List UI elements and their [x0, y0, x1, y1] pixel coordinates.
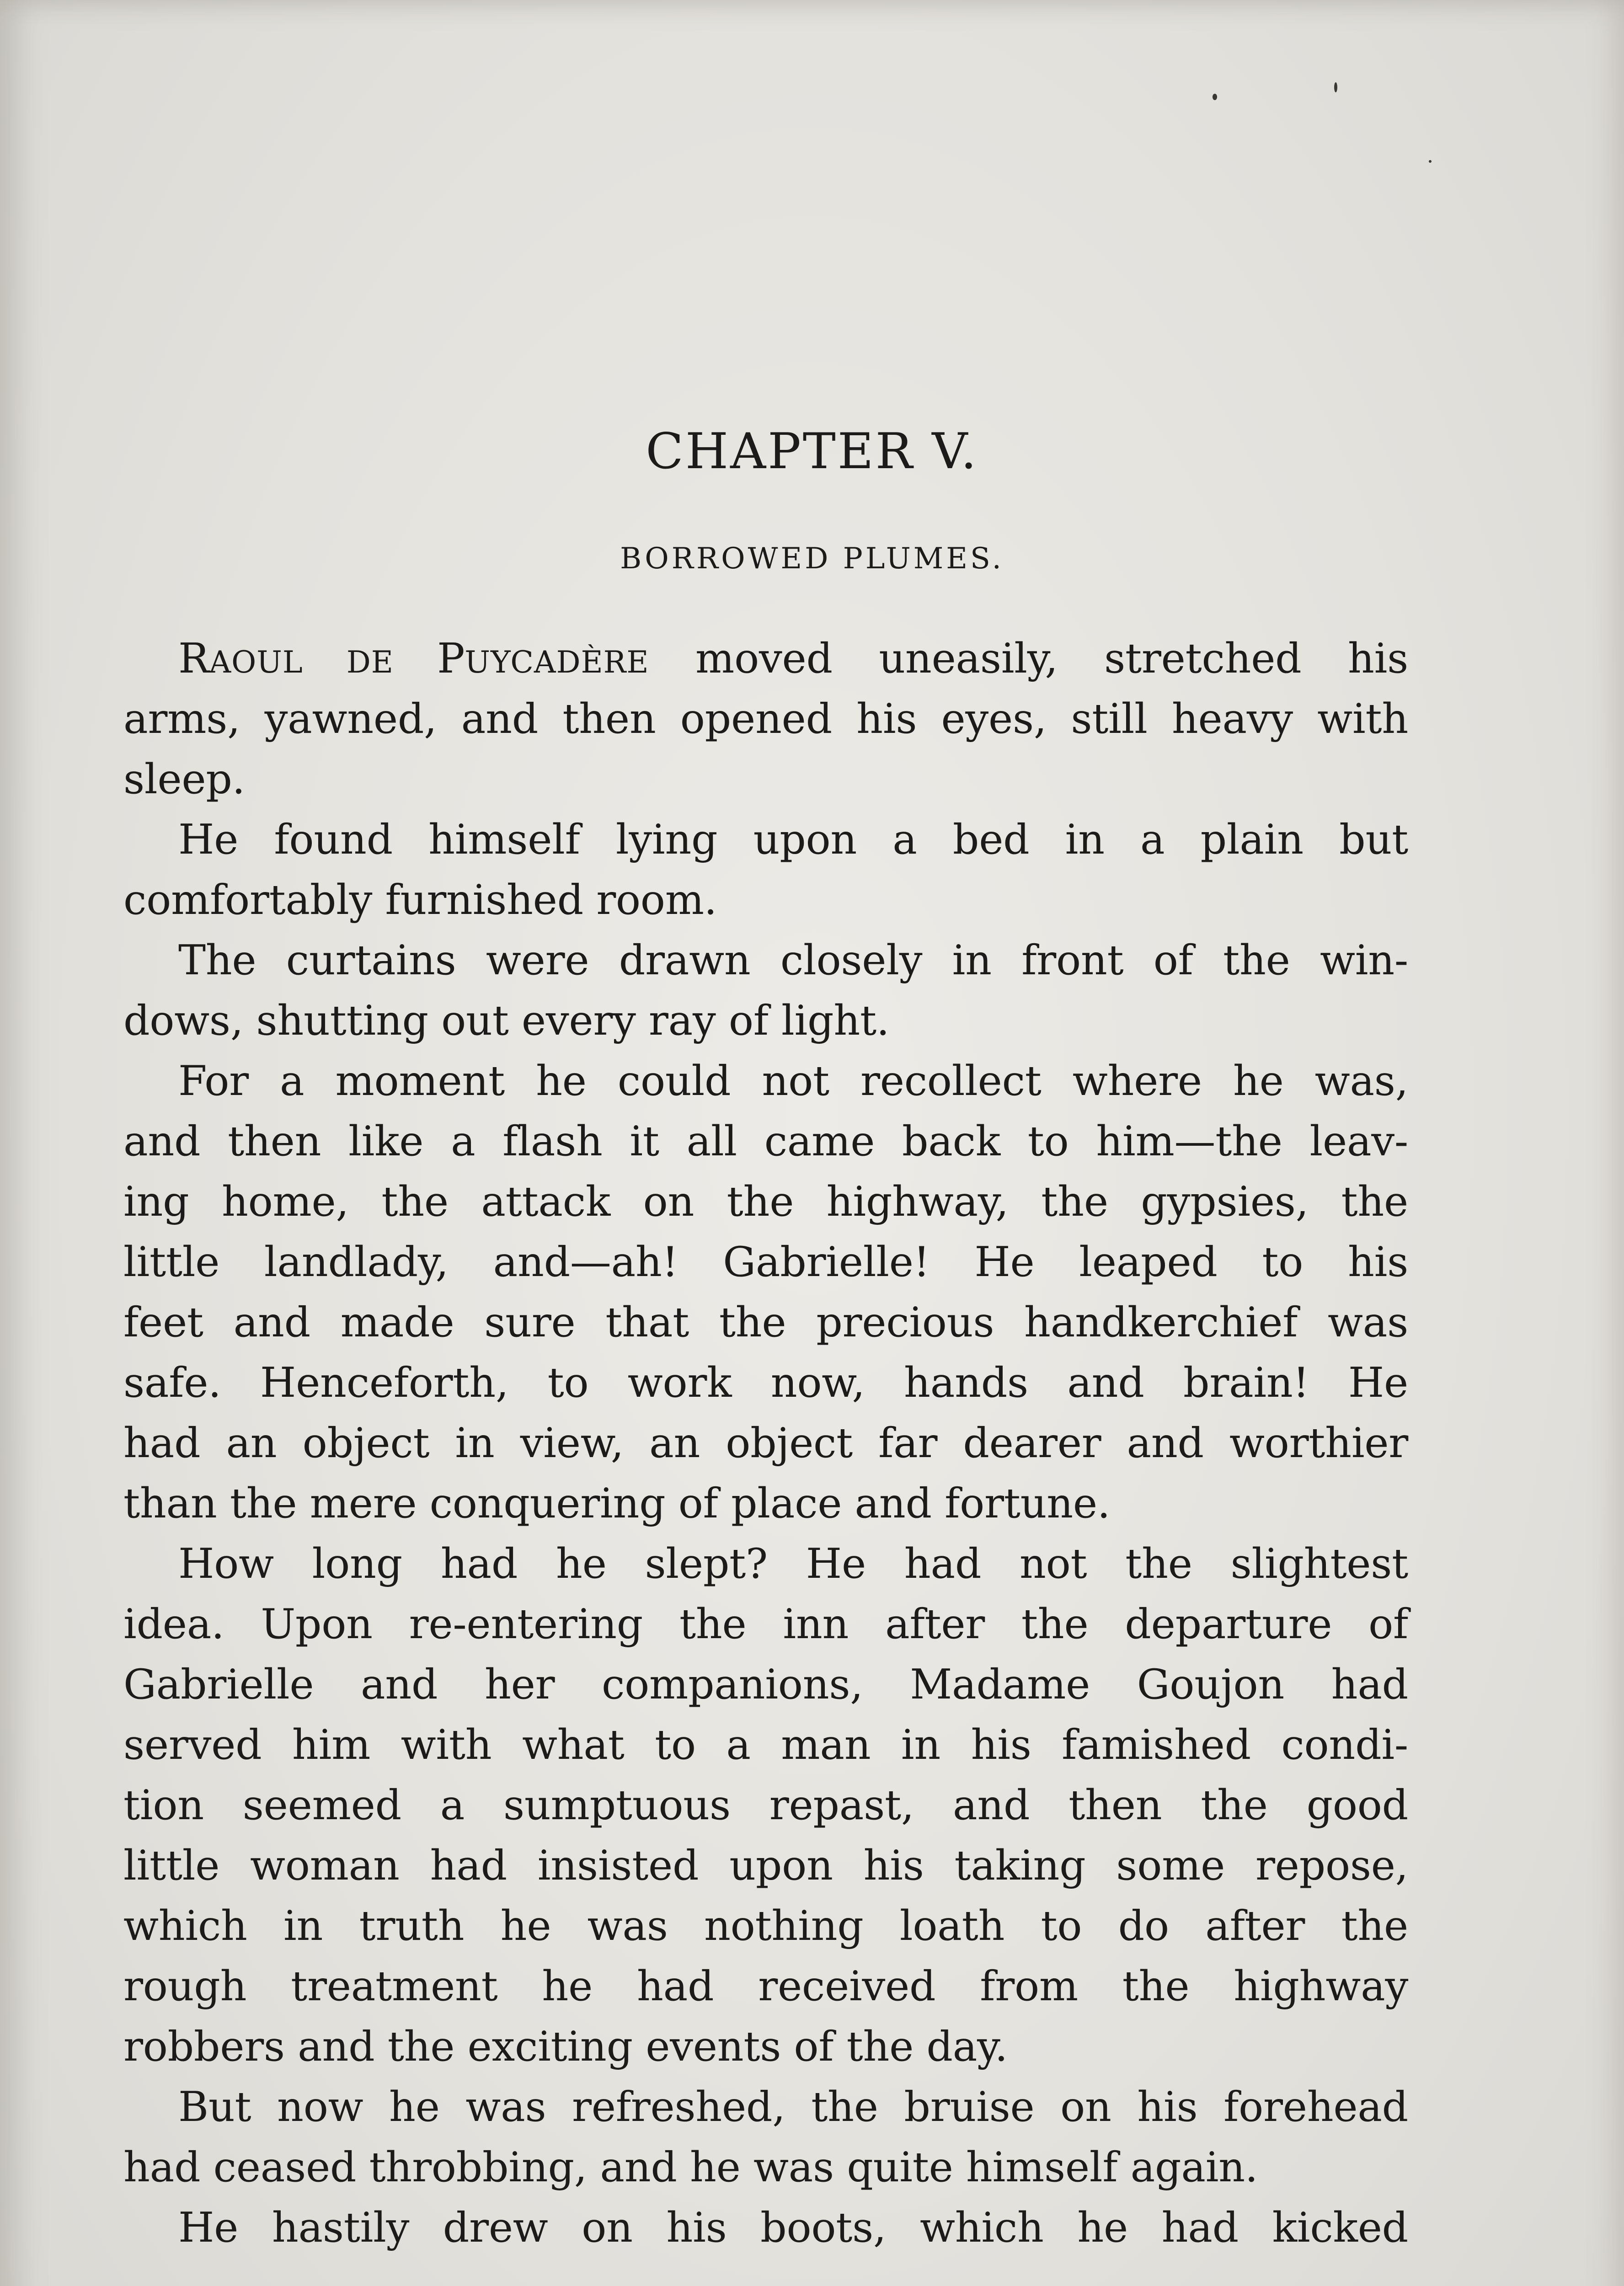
- text-line: dows, shutting out every ray of light.: [123, 997, 890, 1045]
- text-line: safe. Henceforth, to work now, hands and brain! He: [123, 1359, 1408, 1407]
- text-line: and then like a flash it all came back to him—the leav-: [123, 1117, 1408, 1165]
- print-speck: [1213, 94, 1217, 100]
- text-line: How long had he slept? He had not the slightest: [178, 1540, 1408, 1588]
- text-line: arms, yawned, and then opened his eyes, still heavy with: [123, 695, 1408, 743]
- text-line: which in truth he was nothing loath to do after the: [123, 1902, 1408, 1950]
- opening-line-text: moved uneasily, stretched his: [649, 635, 1409, 683]
- text-line: sleep.: [123, 755, 245, 803]
- text-line: tion seemed a sumptuous repast, and then the good: [123, 1781, 1408, 1829]
- text-line: He found himself lying upon a bed in a plain but: [178, 816, 1408, 864]
- text-line: had an object in view, an object far dearer and worthier: [123, 1419, 1408, 1467]
- chapter-subtitle: BORROWED PLUMES.: [620, 542, 1004, 576]
- name-initial: P: [437, 635, 465, 683]
- text-line: rough treatment he had received from the highway: [123, 1962, 1408, 2010]
- text-line: served him with what to a man in his famished condi-: [123, 1721, 1408, 1769]
- text-line: feet and made sure that the precious handkerchief was: [123, 1298, 1408, 1346]
- text-line: than the mere conquering of place and fortune.: [123, 1479, 1111, 1528]
- print-speck: [1429, 160, 1432, 163]
- text-line: Gabrielle and her companions, Madame Goujon had: [123, 1661, 1408, 1709]
- text-line: ing home, the attack on the highway, the gypsies, the: [123, 1178, 1408, 1226]
- text-line: For a moment he could not recollect where he was,: [178, 1057, 1408, 1105]
- name-smallcaps: UYCADÈRE: [465, 645, 649, 680]
- text-line: comfortably furnished room.: [123, 876, 717, 924]
- text-line: little woman had insisted upon his taking some repose,: [123, 1842, 1408, 1890]
- chapter-body: [123, 629, 1408, 2258]
- text-line: robbers and the exciting events of the day.: [123, 2023, 1008, 2071]
- print-speck: [1334, 82, 1337, 92]
- chapter-title: CHAPTER V.: [646, 423, 978, 480]
- text-line-opening: [123, 629, 1408, 689]
- text-line: He hastily drew on his boots, which he had kicked: [178, 2204, 1408, 2252]
- text-line: But now he was refreshed, the bruise on his forehead: [178, 2083, 1408, 2131]
- text-line: The curtains were drawn closely in front of the win-: [178, 936, 1408, 984]
- name-initial: R: [178, 635, 209, 683]
- text-line: had ceased throbbing, and he was quite himself again.: [123, 2143, 1258, 2191]
- name-smallcaps: AOUL DE: [209, 645, 438, 680]
- text-line: little landlady, and—ah! Gabrielle! He leaped to his: [123, 1238, 1408, 1286]
- text-line: idea. Upon re-entering the inn after the departure of: [123, 1600, 1408, 1648]
